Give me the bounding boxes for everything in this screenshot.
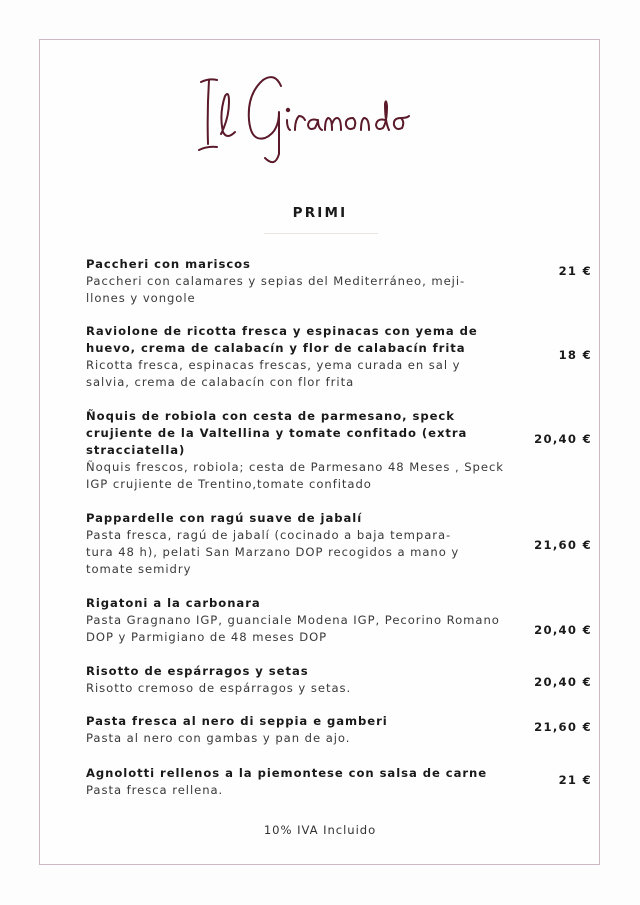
menu-item [86,510,506,578]
menu-item [86,663,506,697]
menu-item-description: Pasta Gragnano IGP, guanciale Modena IGP, Pecorino Romano DOP y Parmigiano de 48 meses DOP [86,613,500,644]
menu-item-description: Pasta fresca rellena. [86,783,224,797]
menu-item-name: Agnolotti rellenos a la piemontese con salsa de carne [86,766,488,780]
menu-item-price: 18 € [558,348,592,362]
menu-item-description: Pasta al nero con gambas y pan de ajo. [86,731,351,745]
menu-item-name: Ñoquis de robiola con cesta de parmesano, speck crujiente de la Valtellina y tomate confitado (extra stracciatella) [86,409,468,457]
menu-item-description: Ricotta fresca, espinacas frescas, yema curada en sal y salvia, crema de calabacín con flor frita [86,358,461,389]
menu-item [86,765,506,799]
menu-item-price: 20,40 € [534,432,592,446]
menu-item [86,408,506,493]
menu-item-price: 21,60 € [534,538,592,552]
menu-item [86,595,506,646]
section-title: PRIMI [292,205,348,221]
menu-item-price: 20,40 € [534,675,592,689]
menu-item [86,256,506,307]
menu-item [86,323,506,391]
menu-item-price: 21 € [558,773,592,787]
menu-item-price: 20,40 € [534,623,592,637]
menu-item-description: Risotto cremoso de espárragos y setas. [86,681,352,695]
section-divider [264,233,378,234]
menu-item-description: Ñoquis frescos, robiola; cesta de Parmesano 48 Meses , Speck IGP crujiente de Trentino,tomate confitado [86,460,504,491]
menu-item-price: 21 € [558,264,592,278]
menu-item-name: Rigatoni a la carbonara [86,596,261,610]
tax-note: 10% IVA Incluido [263,823,377,837]
menu-item-description: Pasta fresca, ragú de jabalí (cocinado a baja tempara- tura 48 h), pelati San Marzano DOP recogidos a mano y tomate semidry [86,528,460,576]
menu-item-name: Risotto de espárragos y setas [86,664,309,678]
menu-item-name: Pasta fresca al nero di seppia e gamberi [86,714,388,728]
menu-item-name: Pappardelle con ragú suave de jabalí [86,511,363,525]
menu-item-description: Paccheri con calamares y sepias del Mediterráneo, meji- llones y vongole [86,274,466,305]
menu-item-name: Paccheri con mariscos [86,257,251,271]
menu-item-name: Raviolone de ricotta fresca y espinacas con yema de huevo, crema de calabacín y flor de calabacín frita [86,324,478,355]
menu-item-price: 21,60 € [534,720,592,734]
il-giramondo-logo [195,62,445,172]
menu-item [86,713,506,747]
